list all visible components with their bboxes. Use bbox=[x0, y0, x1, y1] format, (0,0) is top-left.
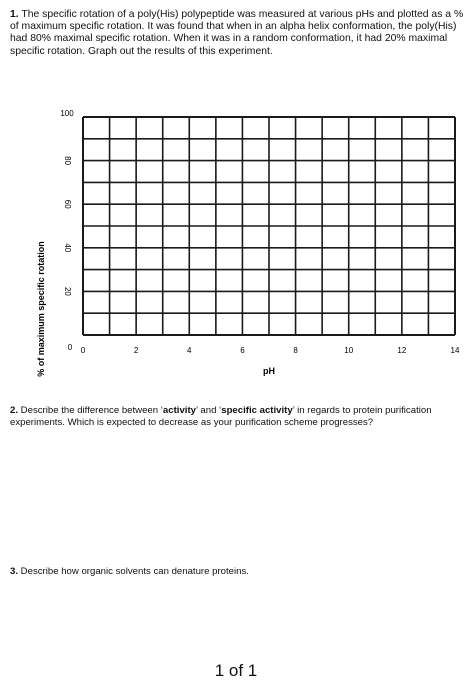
question-2-text-c: ’ in regards to protein purification experiments. Which is expected to decrease as your purification scheme progresses? bbox=[10, 405, 432, 428]
x-axis-label: pH bbox=[263, 366, 275, 376]
question-2-text-b: ’ and ‘ bbox=[195, 405, 222, 416]
question-1-number: 1. bbox=[10, 9, 19, 20]
question-1-text: The specific rotation of a poly(His) polypeptide was measured at various pHs and plotted as a % of maximum specific rotation. It was found that when in an alpha helix conformation, the poly(His) had 80% maximal specific rotation. When it was in a random conformation, it had 20% maximal specific rotation. Graph out the results of this experiment. bbox=[10, 9, 464, 57]
question-2-number: 2. bbox=[10, 405, 19, 416]
x-tick-label: 4 bbox=[187, 346, 192, 355]
y-tick-label: 20 bbox=[63, 286, 72, 296]
y-tick-label: 0 bbox=[67, 343, 73, 352]
question-3-number: 3. bbox=[10, 566, 19, 577]
question-1 bbox=[10, 9, 466, 58]
graph-canvas bbox=[30, 110, 470, 390]
question-3-text: Describe how organic solvents can denature proteins. bbox=[18, 566, 249, 577]
x-tick-label: 14 bbox=[450, 346, 460, 355]
graph-grid bbox=[83, 117, 455, 335]
y-tick-label: 100 bbox=[60, 110, 74, 118]
page-indicator: 1 of 1 bbox=[214, 661, 258, 680]
x-tick-label: 8 bbox=[293, 346, 298, 355]
y-tick-label: 60 bbox=[63, 199, 72, 209]
term-specific-activity: specific activity bbox=[221, 405, 293, 416]
x-tick-label: 2 bbox=[133, 346, 139, 355]
x-tick-label: 12 bbox=[397, 346, 407, 355]
y-axis-label: % of maximum specific rotation bbox=[36, 241, 46, 377]
x-tick-label: 0 bbox=[80, 346, 86, 355]
blank-graph bbox=[30, 110, 470, 390]
x-tick-label: 6 bbox=[240, 346, 245, 355]
y-tick-label: 80 bbox=[63, 156, 72, 166]
question-2-text-a: Describe the difference between ‘ bbox=[18, 405, 163, 416]
term-activity: activity bbox=[162, 405, 196, 416]
y-tick-label: 40 bbox=[63, 243, 72, 253]
question-3 bbox=[10, 566, 466, 578]
question-2 bbox=[10, 405, 466, 428]
y-tick-labels bbox=[60, 110, 74, 352]
x-tick-label: 10 bbox=[344, 346, 354, 355]
x-tick-labels bbox=[81, 346, 460, 355]
